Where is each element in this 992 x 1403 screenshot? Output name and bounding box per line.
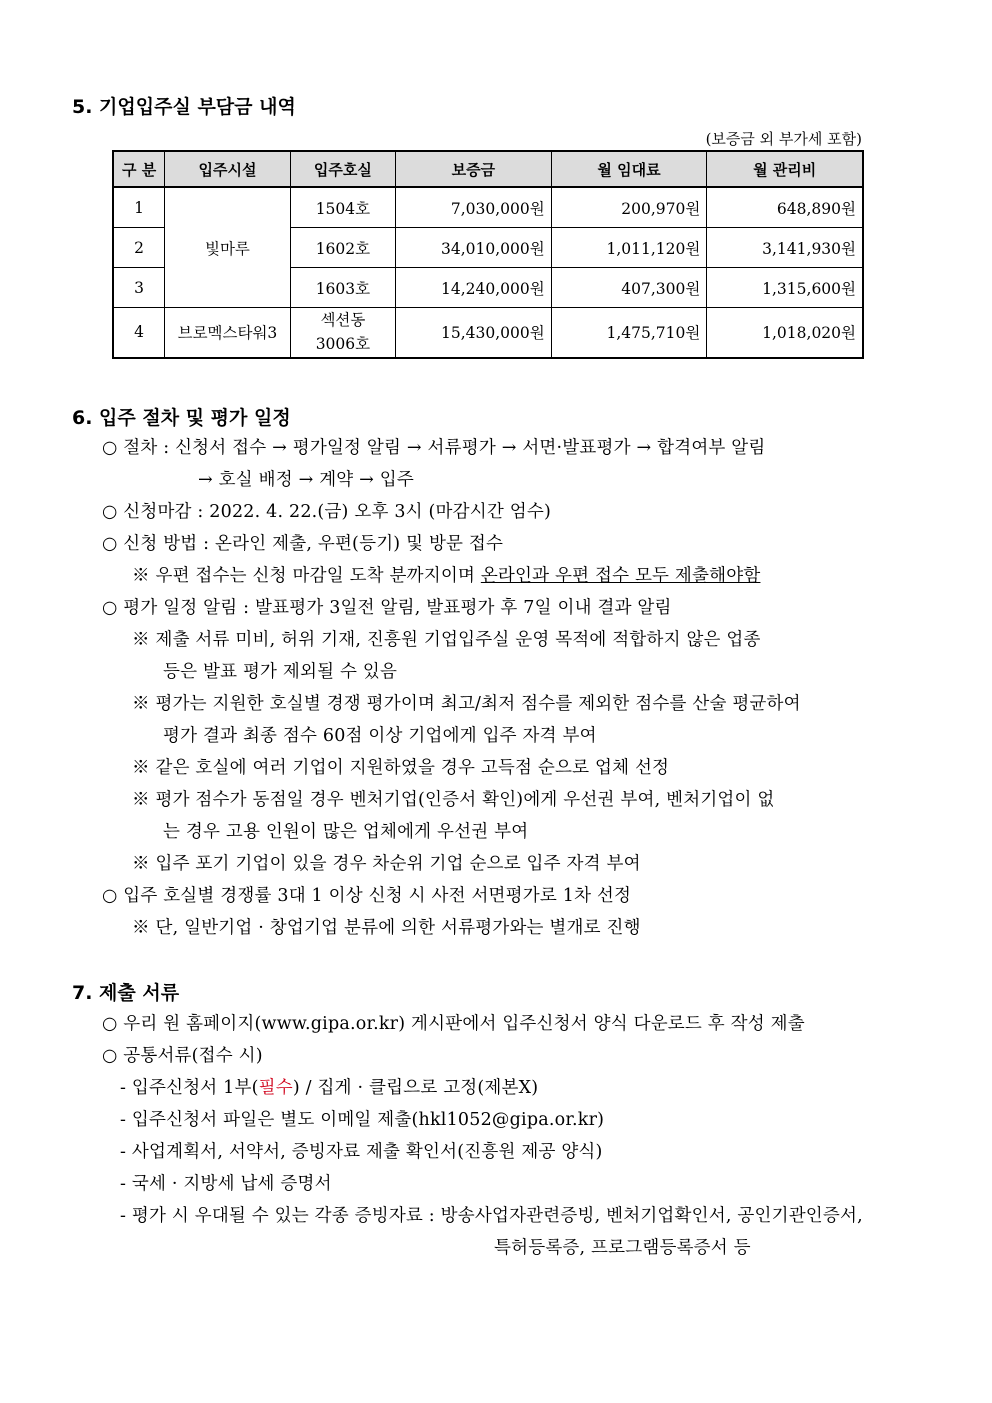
header-rent: 월 임대료 bbox=[551, 151, 707, 187]
method-note-underlined: 온라인과 우편 접수 모두 제출해야함 bbox=[480, 566, 761, 586]
facility-cell: 브로멕스타워3 bbox=[165, 308, 291, 358]
method-note-text: ※ 우편 접수는 신청 마감일 도착 분까지이며 bbox=[132, 566, 481, 586]
room-cell: 1504호 bbox=[290, 187, 395, 228]
row-no: 2 bbox=[113, 228, 165, 268]
doc-1-text-a: - 입주신청서 1부( bbox=[120, 1078, 259, 1098]
procedure-line-2: → 호실 배정 → 계약 → 입주 bbox=[198, 470, 415, 490]
facility-cell: 빛마루 bbox=[165, 187, 291, 308]
docs-item-2: ○ 공통서류(접수 시) bbox=[102, 1046, 263, 1066]
application-method: ○ 신청 방법 : 온라인 제출, 우편(등기) 및 방문 접수 bbox=[102, 534, 504, 554]
note-3: ※ 같은 호실에 여러 기업이 지원하였을 경우 고득점 순으로 업체 선정 bbox=[132, 758, 670, 778]
competition: ○ 입주 호실별 경쟁률 3대 1 이상 신청 시 사전 서면평가로 1차 선정 bbox=[102, 886, 632, 906]
mgmt-cell: 648,890원 bbox=[707, 187, 863, 228]
note-1-line-1: ※ 제출 서류 미비, 허위 기재, 진흥원 기업입주실 운영 목적에 적합하지 않은 업종 bbox=[132, 630, 761, 650]
vat-note: (보증금 외 부가세 포함) bbox=[705, 130, 862, 148]
room-cell bbox=[290, 308, 395, 358]
note-2-line-2: 평가 결과 최종 점수 60점 이상 기업에게 입주 자격 부여 bbox=[163, 726, 597, 746]
rent-cell: 1,475,710원 bbox=[551, 308, 707, 358]
mgmt-cell: 3,141,930원 bbox=[707, 228, 863, 268]
note-1-line-2: 등은 발표 평가 제외될 수 있음 bbox=[163, 662, 398, 682]
note-4-line-1: ※ 평가 점수가 동점일 경우 벤처기업(인증서 확인)에게 우선권 부여, 벤처기업이 없 bbox=[132, 790, 775, 810]
doc-5-line-2: 특허등록증, 프로그램등록증서 등 bbox=[494, 1238, 751, 1258]
mgmt-cell: 1,315,600원 bbox=[707, 268, 863, 308]
table-row bbox=[113, 308, 863, 358]
row-no: 1 bbox=[113, 187, 165, 228]
section-7-title: 7. 제출 서류 bbox=[72, 982, 180, 1004]
doc-3: - 사업계획서, 서약서, 증빙자료 제출 확인서(진흥원 제공 양식) bbox=[120, 1142, 603, 1162]
table-row bbox=[113, 187, 863, 228]
room-line-1: 섹션동 bbox=[320, 311, 366, 330]
note-5: ※ 입주 포기 기업이 있을 경우 차순위 기업 순으로 입주 자격 부여 bbox=[132, 854, 641, 874]
section-5-title: 5. 기업입주실 부담금 내역 bbox=[72, 96, 296, 118]
doc-2: - 입주신청서 파일은 별도 이메일 제출(hkl1052@gipa.or.kr) bbox=[120, 1110, 605, 1130]
deposit-cell: 15,430,000원 bbox=[396, 308, 552, 358]
room-cell: 1603호 bbox=[290, 268, 395, 308]
doc-5-line-1: - 평가 시 우대될 수 있는 각종 증빙자료 : 방송사업자관련증빙, 벤처기업확인서, 공인기관인증서, bbox=[120, 1206, 863, 1226]
row-no: 4 bbox=[113, 308, 165, 358]
header-mgmt: 월 관리비 bbox=[707, 151, 863, 187]
header-facility: 입주시설 bbox=[165, 151, 291, 187]
table-header-row bbox=[113, 151, 863, 187]
rent-cell: 1,011,120원 bbox=[551, 228, 707, 268]
room-line-2: 3006호 bbox=[315, 335, 371, 354]
note-2-line-1: ※ 평가는 지원한 호실별 경쟁 평가이며 최고/최저 점수를 제외한 점수를 산술 평균하여 bbox=[132, 694, 801, 714]
deadline: ○ 신청마감 : 2022. 4. 22.(금) 오후 3시 (마감시간 엄수) bbox=[102, 502, 551, 522]
section-6-title: 6. 입주 절차 및 평가 일정 bbox=[72, 407, 291, 429]
fee-table bbox=[112, 150, 864, 359]
mgmt-cell: 1,018,020원 bbox=[707, 308, 863, 358]
doc-1-text-b: ) / 집게 · 클립으로 고정(제본X) bbox=[292, 1078, 539, 1098]
rent-cell: 200,970원 bbox=[551, 187, 707, 228]
competition-note: ※ 단, 일반기업 · 창업기업 분류에 의한 서류평가와는 별개로 진행 bbox=[132, 918, 641, 938]
eval-notice: ○ 평가 일정 알림 : 발표평가 3일전 알림, 발표평가 후 7일 이내 결과 알림 bbox=[102, 598, 672, 618]
deposit-cell: 14,240,000원 bbox=[396, 268, 552, 308]
method-note bbox=[132, 562, 760, 587]
note-4-line-2: 는 경우 고용 인원이 많은 업체에게 우선권 부여 bbox=[163, 822, 529, 842]
row-no: 3 bbox=[113, 268, 165, 308]
docs-item-1: ○ 우리 원 홈페이지(www.gipa.or.kr) 게시판에서 입주신청서 양식 다운로드 후 작성 제출 bbox=[102, 1014, 805, 1034]
header-no: 구 분 bbox=[113, 151, 165, 187]
room-cell: 1602호 bbox=[290, 228, 395, 268]
required-label: 필수 bbox=[258, 1078, 293, 1098]
header-deposit: 보증금 bbox=[396, 151, 552, 187]
deposit-cell: 34,010,000원 bbox=[396, 228, 552, 268]
doc-4: - 국세 · 지방세 납세 증명서 bbox=[120, 1174, 332, 1194]
procedure-line-1: ○ 절차 : 신청서 접수 → 평가일정 알림 → 서류평가 → 서면·발표평가 → 합격여부 알림 bbox=[102, 438, 766, 458]
deposit-cell: 7,030,000원 bbox=[396, 187, 552, 228]
doc-1 bbox=[120, 1074, 538, 1099]
rent-cell: 407,300원 bbox=[551, 268, 707, 308]
header-room: 입주호실 bbox=[290, 151, 395, 187]
